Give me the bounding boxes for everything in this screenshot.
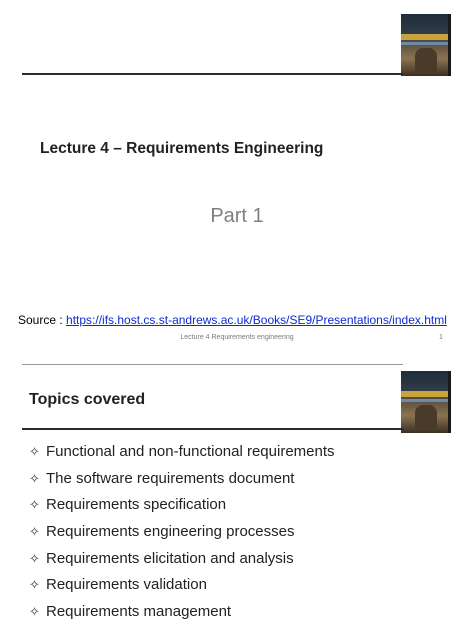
- header-rule: [22, 73, 403, 75]
- star-bullet-icon: ✧: [29, 577, 40, 593]
- slide-gap: [0, 350, 474, 361]
- header-rule: [22, 428, 403, 430]
- star-bullet-icon: ✧: [29, 444, 40, 459]
- topic-item: [29, 575, 335, 602]
- book-cover-image: [401, 14, 451, 76]
- topic-label: Requirements validation: [46, 576, 207, 594]
- topics-title: Topics covered: [29, 391, 146, 408]
- slide-2: [0, 361, 474, 632]
- star-bullet-icon: ✧: [29, 470, 40, 486]
- topic-label: Requirements management: [46, 603, 232, 621]
- source-line: [18, 313, 447, 327]
- topic-item: [29, 442, 335, 469]
- slide-page-number: 1: [439, 334, 443, 341]
- topic-item: [29, 495, 335, 522]
- star-bullet-icon: ✧: [29, 524, 40, 540]
- source-label: Source :: [18, 313, 67, 327]
- topics-list: [29, 442, 335, 629]
- topic-item: [29, 549, 335, 576]
- topic-label: The software requirements document: [46, 469, 295, 487]
- part-subtitle: Part 1: [210, 205, 264, 227]
- star-bullet-icon: ✧: [29, 497, 40, 513]
- topic-label: Requirements elicitation and analysis: [46, 549, 294, 567]
- book-cover-image: [401, 371, 451, 433]
- star-bullet-icon: ✧: [29, 604, 40, 620]
- slide-footer: Lecture 4 Requirements engineering: [180, 334, 294, 341]
- topic-item: [29, 522, 335, 549]
- topic-label: Functional and non-functional requirements: [46, 443, 335, 460]
- source-link[interactable]: https://ifs.host.cs.st-andrews.ac.uk/Books/SE9/Presentations/index.html: [66, 313, 447, 327]
- topic-label: Requirements engineering processes: [46, 523, 295, 541]
- slide-top-border: [22, 364, 403, 365]
- topic-item: [29, 602, 335, 629]
- lecture-title: Lecture 4 – Requirements Engineering: [40, 140, 324, 157]
- topic-label: Requirements specification: [46, 496, 227, 514]
- star-bullet-icon: ✧: [29, 550, 40, 566]
- topic-item: [29, 469, 335, 496]
